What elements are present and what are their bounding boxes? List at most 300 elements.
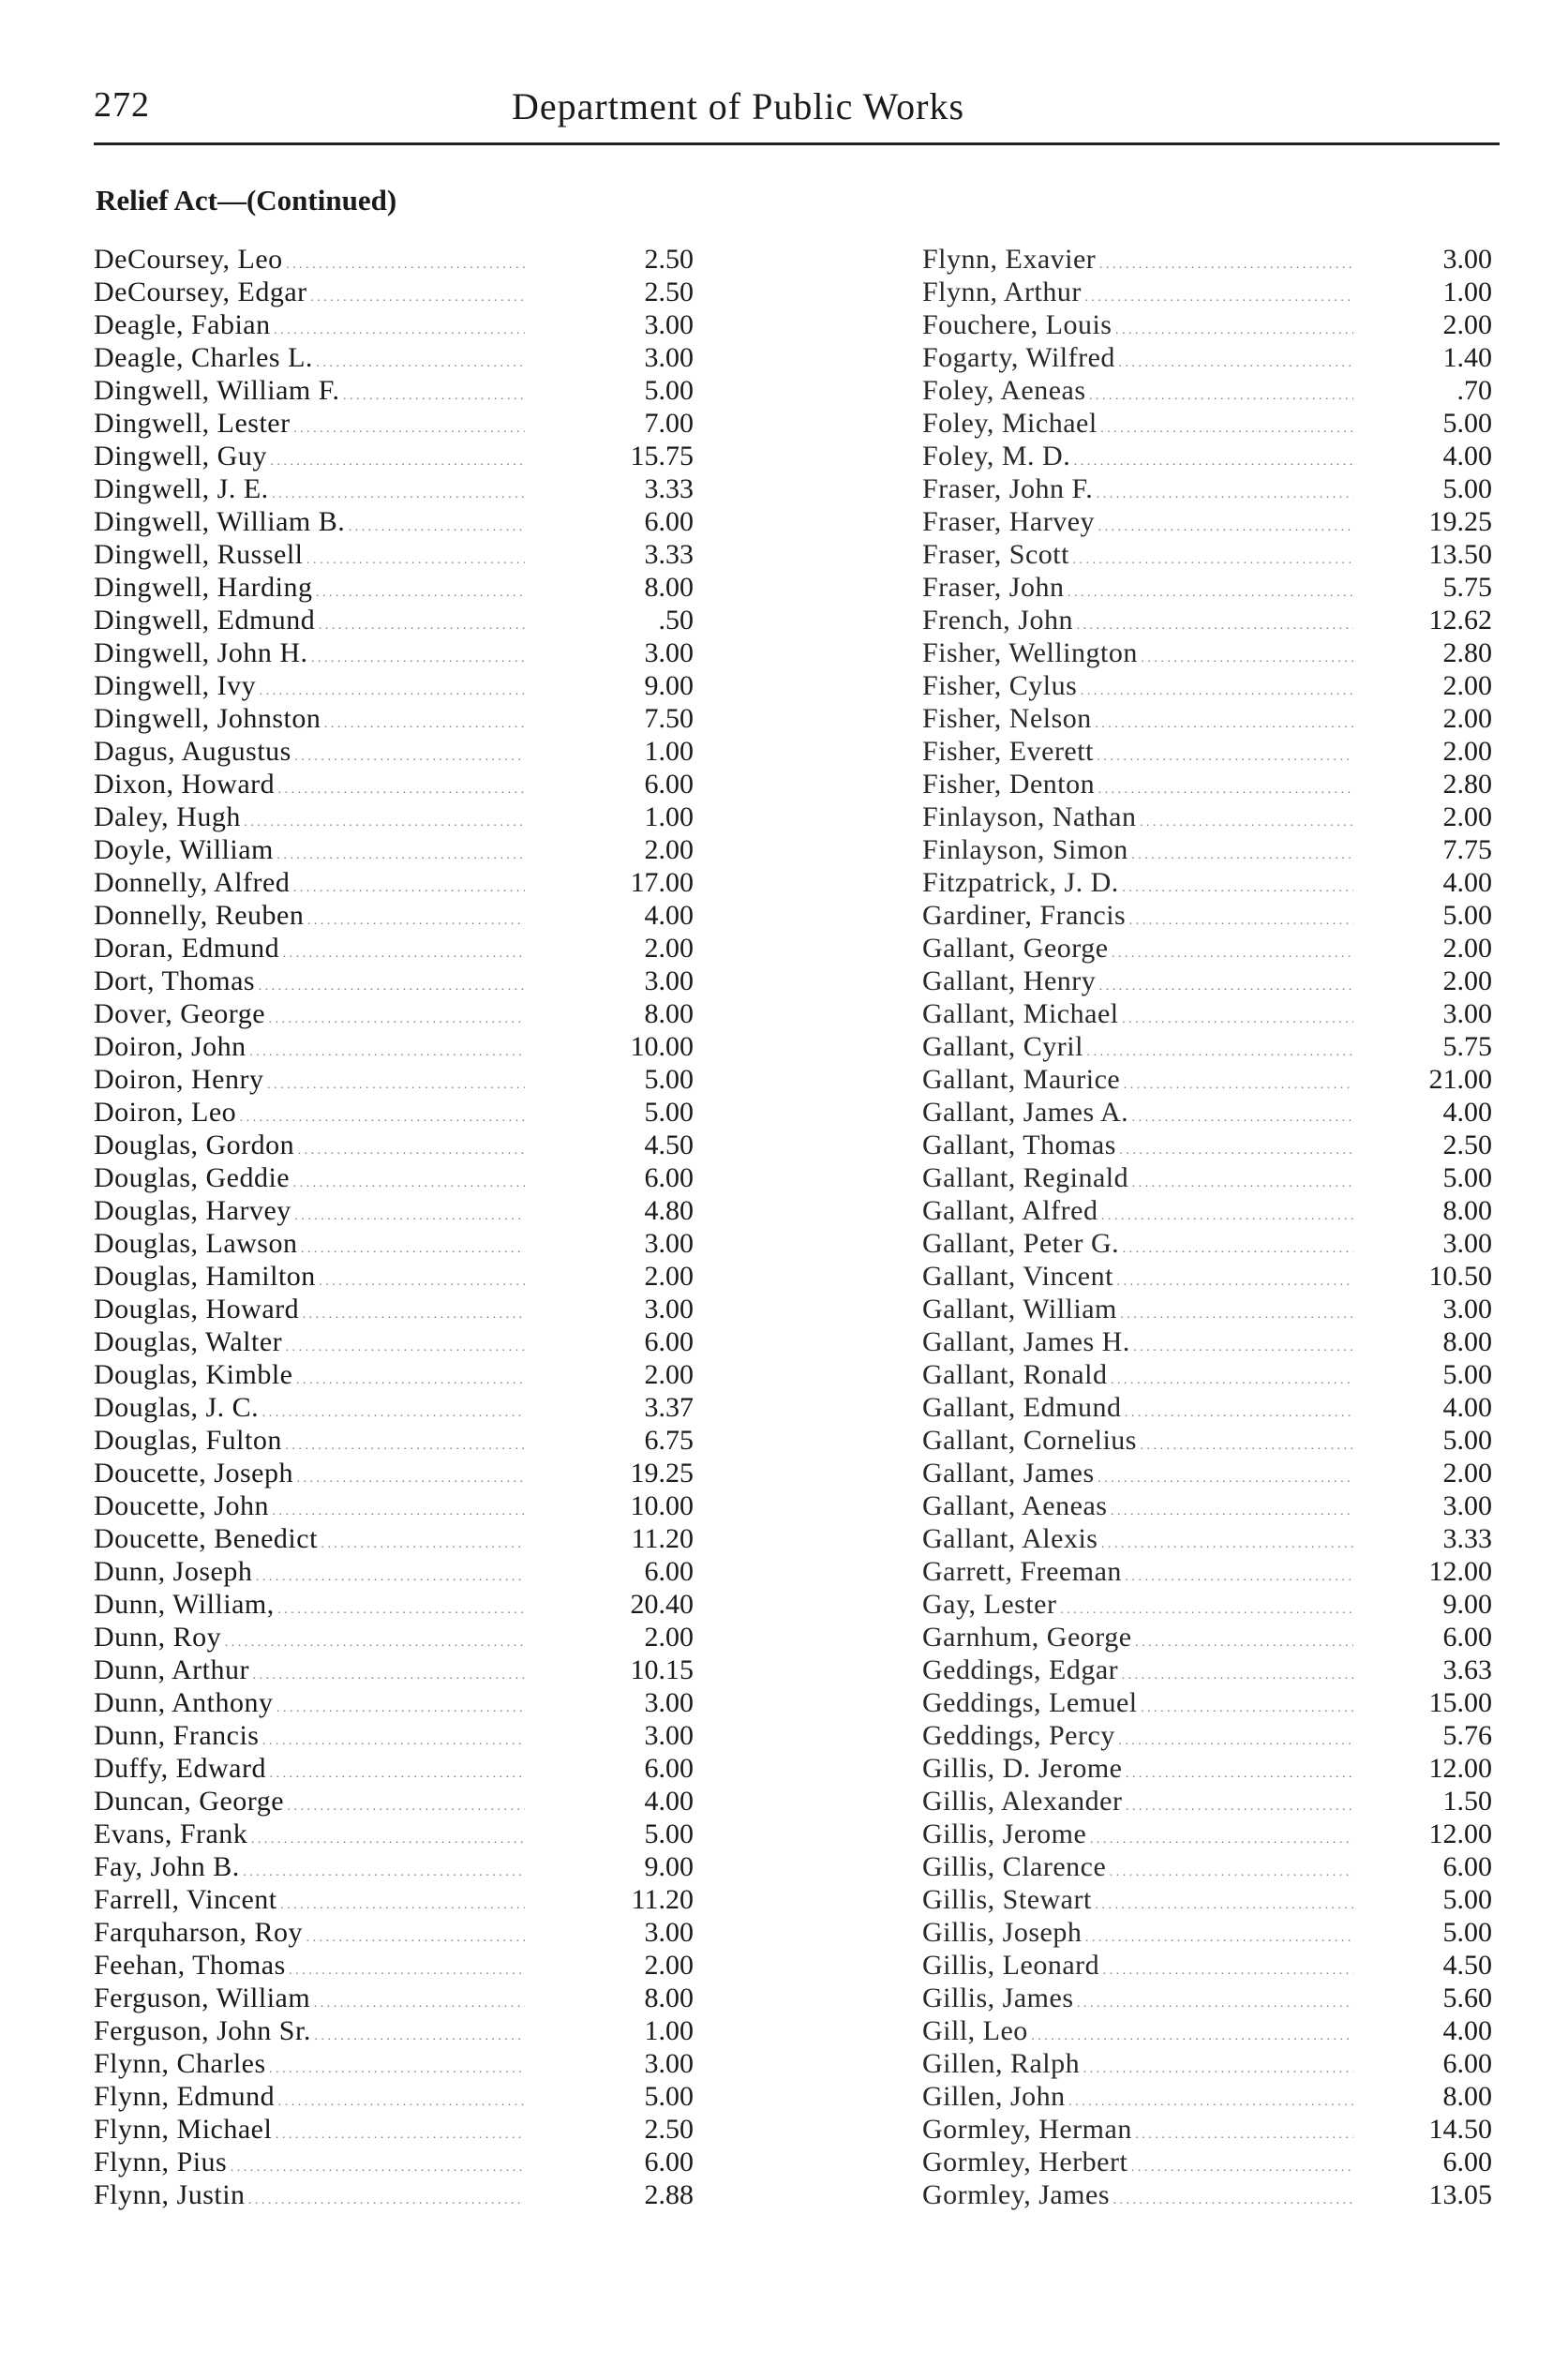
entry-amount: 12.00 [1428,1753,1492,1784]
entry-name: Fitzpatrick, J. D. . . . [922,866,1353,905]
entry-name: Gallant, Michael . . . [922,997,1353,1036]
list-item [922,2014,1503,2047]
entry-amount: 2.00 [1442,965,1492,996]
entry-name: Gallant, Cornelius . . . [922,1424,1353,1462]
entry-name: Flynn, Justin . . . [94,2178,525,2217]
list-item [94,2080,694,2113]
entry-amount: 1.50 [1442,1786,1492,1817]
entry-amount: 4.50 [644,1130,694,1160]
entry-name: Doucette, Benedict . . . [94,1522,525,1561]
entry-amount: 8.00 [1442,1326,1492,1357]
entry-name: Foley, Michael . . . [922,407,1353,445]
entry-name: Douglas, J. C. . . . [94,1391,525,1429]
list-item [922,1818,1503,1850]
list-item [94,866,694,899]
entry-name: Gill, Leo . . . [922,2014,1353,2053]
list-item [922,1227,1503,1260]
entry-name: Gillis, Stewart . . . [922,1883,1353,1922]
list-item [94,1063,694,1096]
entry-amount: 11.20 [631,1884,694,1915]
entry-amount: 2.00 [644,1261,694,1292]
list-item [94,1982,694,2014]
entry-name: Deagle, Charles L. . . . [94,341,525,380]
entry-amount: 3.63 [1442,1654,1492,1685]
entry-name: Dover, George . . . [94,997,525,1036]
section-heading: Relief Act—(Continued) [96,184,397,217]
entry-name: Gillis, Alexander . . . [922,1785,1353,1823]
entry-amount: 8.00 [1442,2081,1492,2112]
entry-amount: 6.00 [644,2147,694,2177]
list-item [94,768,694,800]
entry-name: Gallant, Alexis . . . [922,1522,1353,1561]
entry-name: Gallant, Maurice . . . [922,1063,1353,1101]
entry-name: Dunn, Roy . . . [94,1621,525,1659]
entry-amount: 5.75 [1442,572,1492,603]
list-item [94,800,694,833]
entry-amount: 9.00 [1442,1589,1492,1620]
entry-name: Fisher, Cylus . . . [922,669,1353,708]
list-item [94,1818,694,1850]
entry-amount: 5.00 [644,2081,694,2112]
list-item [922,472,1503,505]
entry-name: Douglas, Gordon . . . [94,1129,525,1167]
entry-name: Gallant, Aeneas . . . [922,1489,1353,1528]
list-item [922,1719,1503,1752]
list-item [94,1621,694,1653]
entry-amount: 2.00 [1442,309,1492,340]
list-item [94,2178,694,2211]
entry-name: Gallant, Thomas . . . [922,1129,1353,1167]
entry-amount: 8.00 [1442,1195,1492,1226]
entry-name: Ferguson, William . . . [94,1982,525,2020]
entry-amount: 2.00 [644,933,694,964]
list-item [94,932,694,965]
entry-name: Dunn, Anthony . . . [94,1686,525,1725]
entry-amount: 2.00 [644,1359,694,1390]
entry-name: Donnelly, Alfred . . . [94,866,525,905]
entry-name: Doiron, John . . . [94,1030,525,1069]
list-item [922,1752,1503,1785]
entry-name: Gallant, James H. . . . [922,1325,1353,1364]
entry-amount: 1.00 [644,801,694,832]
entry-amount: 4.80 [644,1195,694,1226]
list-item [922,1883,1503,1916]
list-item [922,669,1503,702]
list-item [922,2146,1503,2178]
list-item [922,1325,1503,1358]
entry-name: Dixon, Howard . . . [94,768,525,806]
entry-amount: 5.00 [644,1097,694,1128]
entry-amount: 7.75 [1442,834,1492,865]
entry-name: Dingwell, Edmund . . . [94,604,525,642]
entry-amount: 3.00 [1442,1228,1492,1259]
list-item [922,2080,1503,2113]
entry-name: Dingwell, Russell . . . [94,538,525,576]
entry-name: Daley, Hugh . . . [94,800,525,839]
list-item [922,1982,1503,2014]
entry-name: Gillis, James . . . [922,1982,1353,2020]
list-item [94,1424,694,1457]
entry-name: Farquharson, Roy . . . [94,1916,525,1954]
list-item [922,1850,1503,1883]
entry-name: Flynn, Michael . . . [94,2113,525,2151]
list-item [94,833,694,866]
list-item [94,965,694,997]
entry-name: Deagle, Fabian . . . [94,308,525,347]
entry-amount: 19.25 [1428,506,1492,537]
entry-amount: 3.00 [644,637,694,668]
entry-amount: 3.33 [644,473,694,504]
entry-name: Gallant, James A. . . . [922,1096,1353,1134]
entry-amount: 10.50 [1428,1261,1492,1292]
list-item [94,1129,694,1161]
entry-amount: 2.50 [1442,1130,1492,1160]
list-item [94,374,694,407]
list-item [94,997,694,1030]
entry-name: Flynn, Charles . . . [94,2047,525,2086]
list-item [94,2014,694,2047]
entry-name: Flynn, Exavier . . . [922,243,1353,281]
list-item [94,735,694,768]
list-item [922,243,1503,276]
list-item [922,604,1503,636]
entry-name: Dort, Thomas . . . [94,965,525,1003]
list-item [922,1916,1503,1949]
list-item [94,2146,694,2178]
entry-amount: 12.62 [1428,605,1492,636]
list-item [922,1621,1503,1653]
entry-name: Fouchere, Louis . . . [922,308,1353,347]
entry-amount: 6.00 [1442,1622,1492,1653]
list-item [94,1391,694,1424]
entry-amount: 3.00 [644,965,694,996]
list-item [922,1391,1503,1424]
entry-name: Flynn, Arthur . . . [922,276,1353,314]
entry-amount: 5.00 [1442,1162,1492,1193]
entry-name: Gallant, Ronald . . . [922,1358,1353,1397]
list-item [922,1358,1503,1391]
entry-name: Douglas, Lawson . . . [94,1227,525,1265]
entry-name: Flynn, Edmund . . . [94,2080,525,2118]
entry-name: Duncan, George . . . [94,1785,525,1823]
list-item [922,276,1503,308]
list-item [94,407,694,440]
list-item [922,899,1503,932]
entry-amount: 7.50 [644,703,694,734]
entry-name: Gallant, James . . . [922,1457,1353,1495]
list-item [94,1358,694,1391]
entry-amount: 5.00 [1442,1359,1492,1390]
entry-amount: 6.00 [644,1162,694,1193]
entry-name: Fisher, Nelson . . . [922,702,1353,741]
entry-name: Ferguson, John Sr. . . . [94,2014,525,2053]
entry-amount: 4.50 [1442,1950,1492,1981]
entry-amount: 5.00 [1442,1425,1492,1456]
entry-name: Dingwell, Lester . . . [94,407,525,445]
entry-name: Garnhum, George . . . [922,1621,1353,1659]
entry-amount: 4.00 [1442,1097,1492,1128]
list-item [922,1522,1503,1555]
entry-name: Gillis, Joseph . . . [922,1916,1353,1954]
entry-amount: 19.25 [630,1458,694,1489]
entry-name: Gardiner, Francis . . . [922,899,1353,937]
entry-name: Duffy, Edward . . . [94,1752,525,1790]
entry-amount: 3.00 [644,342,694,373]
entry-amount: 2.80 [1442,769,1492,800]
entry-name: Douglas, Walter . . . [94,1325,525,1364]
entry-name: Gillis, D. Jerome . . . [922,1752,1353,1790]
list-item [922,866,1503,899]
entry-amount: 2.00 [644,1622,694,1653]
list-item [922,1129,1503,1161]
entry-amount: 6.00 [644,1753,694,1784]
list-item [922,1096,1503,1129]
entry-amount: 15.00 [1428,1687,1492,1718]
entry-amount: 5.00 [1442,1884,1492,1915]
list-item [922,833,1503,866]
list-item [94,669,694,702]
entry-amount: 10.00 [630,1031,694,1062]
list-item [922,2178,1503,2211]
entry-amount: 20.40 [630,1589,694,1620]
entry-amount: 14.50 [1428,2114,1492,2145]
entry-name: Gormley, Herbert . . . [922,2146,1353,2184]
entry-name: Gallant, Vincent . . . [922,1260,1353,1298]
entry-amount: 2.80 [1442,637,1492,668]
list-item [922,1030,1503,1063]
list-item [922,800,1503,833]
entry-amount: 6.00 [644,506,694,537]
right-column-list [922,243,1503,2211]
list-item [94,702,694,735]
entry-name: Douglas, Hamilton . . . [94,1260,525,1298]
list-item [922,1293,1503,1325]
list-item [94,505,694,538]
entry-name: Farrell, Vincent . . . [94,1883,525,1922]
entry-amount: 2.50 [644,277,694,307]
entry-amount: 7.00 [644,408,694,439]
entry-name: Foley, M. D. . . . [922,440,1353,478]
list-item [922,1555,1503,1588]
entry-name: Gallant, Peter G. . . . [922,1227,1353,1265]
entry-name: Gallant, Alfred . . . [922,1194,1353,1233]
list-item [922,1063,1503,1096]
entry-name: Dingwell, Harding . . . [94,571,525,609]
entry-amount: 8.00 [644,1982,694,2013]
list-item [94,1522,694,1555]
entry-name: Gallant, Reginald . . . [922,1161,1353,1200]
entry-name: Doran, Edmund . . . [94,932,525,970]
entry-name: Finlayson, Simon . . . [922,833,1353,872]
entry-amount: 2.00 [1442,801,1492,832]
list-item [922,997,1503,1030]
entry-amount: 2.88 [644,2179,694,2210]
entry-amount: 6.00 [644,769,694,800]
entry-amount: 3.00 [644,1228,694,1259]
list-item [94,308,694,341]
list-item [94,1752,694,1785]
entry-name: Fisher, Everett . . . [922,735,1353,773]
entry-amount: 3.33 [644,539,694,570]
entry-name: Finlayson, Nathan . . . [922,800,1353,839]
entry-amount: 3.37 [644,1392,694,1423]
entry-name: Gallant, George . . . [922,932,1353,970]
entry-amount: 5.00 [644,375,694,406]
entry-name: Douglas, Howard . . . [94,1293,525,1331]
entry-amount: 2.50 [644,2114,694,2145]
entry-amount: 2.00 [1442,670,1492,701]
entry-amount: 1.00 [1442,277,1492,307]
entry-amount: 1.00 [644,2015,694,2046]
entry-name: Fraser, John F. . . . [922,472,1353,511]
list-item [922,1686,1503,1719]
entry-amount: 8.00 [644,572,694,603]
entry-amount: 6.00 [644,1326,694,1357]
entry-amount: 3.00 [644,1294,694,1324]
entry-amount: 2.00 [1442,933,1492,964]
list-item [94,604,694,636]
entry-amount: 17.00 [630,867,694,898]
list-item [922,1588,1503,1621]
entry-name: Gallant, Edmund . . . [922,1391,1353,1429]
entry-amount: 5.00 [1442,408,1492,439]
entry-amount: 10.00 [630,1490,694,1521]
list-item [922,571,1503,604]
entry-name: Douglas, Kimble . . . [94,1358,525,1397]
entry-amount: 5.76 [1442,1720,1492,1751]
entry-amount: 5.00 [1442,900,1492,931]
entry-name: Geddings, Percy . . . [922,1719,1353,1758]
list-item [94,571,694,604]
list-item [94,2113,694,2146]
entry-name: Evans, Frank . . . [94,1818,525,1856]
entry-name: Fraser, John . . . [922,571,1353,609]
list-item [922,636,1503,669]
entry-amount: 4.00 [1442,441,1492,471]
entry-name: French, John . . . [922,604,1353,642]
entry-amount: 9.00 [644,670,694,701]
entry-amount: 4.00 [644,1786,694,1817]
entry-name: Gormley, James . . . [922,2178,1353,2217]
entry-name: Feehan, Thomas . . . [94,1949,525,1987]
entry-amount: 3.00 [644,1917,694,1948]
entry-name: Gay, Lester . . . [922,1588,1353,1626]
list-item [922,932,1503,965]
entry-name: Donnelly, Reuben . . . [94,899,525,937]
entry-amount: 4.00 [644,900,694,931]
entry-name: DeCoursey, Leo . . . [94,243,525,281]
entry-amount: 5.00 [644,1818,694,1849]
entry-name: Dingwell, William F. . . . [94,374,525,412]
list-item [922,440,1503,472]
entry-amount: 12.00 [1428,1556,1492,1587]
entry-amount: 3.00 [1442,998,1492,1029]
list-item [94,1489,694,1522]
entry-amount: 8.00 [644,998,694,1029]
list-item [94,1785,694,1818]
list-item [94,1030,694,1063]
list-item [922,702,1503,735]
entry-amount: 3.33 [1442,1523,1492,1554]
entry-name: Gallant, Cyril . . . [922,1030,1353,1069]
list-item [922,374,1503,407]
entry-name: Douglas, Fulton . . . [94,1424,525,1462]
entry-name: Dingwell, J. E. . . . [94,472,525,511]
list-item [922,1260,1503,1293]
entry-amount: 3.00 [644,1687,694,1718]
entry-name: Fisher, Wellington . . . [922,636,1353,675]
list-item [94,1949,694,1982]
list-item [94,1916,694,1949]
list-item [94,440,694,472]
entry-amount: 2.00 [644,834,694,865]
entry-amount: .50 [658,605,694,636]
list-item [922,505,1503,538]
entry-amount: 5.00 [644,1064,694,1095]
entry-name: Dingwell, William B. . . . [94,505,525,544]
entry-name: Gillis, Leonard . . . [922,1949,1353,1987]
entry-name: Foley, Aeneas . . . [922,374,1353,412]
entry-name: Gillis, Clarence . . . [922,1850,1353,1889]
entry-amount: 10.15 [630,1654,694,1685]
list-item [922,2047,1503,2080]
entry-amount: 4.00 [1442,2015,1492,2046]
entry-name: Doiron, Henry . . . [94,1063,525,1101]
entry-amount: 13.05 [1428,2179,1492,2210]
entry-amount: 4.00 [1442,1392,1492,1423]
list-item [922,308,1503,341]
list-item [94,1096,694,1129]
entry-amount: 12.00 [1428,1818,1492,1849]
page-header [94,84,1500,141]
entry-amount: 21.00 [1428,1064,1492,1095]
list-item [922,768,1503,800]
entry-name: Douglas, Harvey . . . [94,1194,525,1233]
list-item [922,965,1503,997]
entry-amount: 3.00 [1442,1294,1492,1324]
entry-name: Gallant, Henry . . . [922,965,1353,1003]
list-item [94,1883,694,1916]
entry-amount: 11.20 [631,1523,694,1554]
entry-name: Fisher, Denton . . . [922,768,1353,806]
entry-amount: 13.50 [1428,539,1492,570]
list-item [922,1785,1503,1818]
list-item [922,538,1503,571]
list-item [94,1227,694,1260]
list-item [922,1161,1503,1194]
list-item [94,538,694,571]
entry-name: Fraser, Scott . . . [922,538,1353,576]
list-item [922,1949,1503,1982]
list-item [94,1293,694,1325]
entry-amount: 5.00 [1442,1917,1492,1948]
list-item [94,1719,694,1752]
entry-amount: 6.00 [1442,2147,1492,2177]
entry-name: Doyle, William . . . [94,833,525,872]
list-item [94,2047,694,2080]
list-item [94,1588,694,1621]
entry-name: Gallant, William . . . [922,1293,1353,1331]
list-item [94,1686,694,1719]
entry-name: Gillis, Jerome . . . [922,1818,1353,1856]
list-item [922,1489,1503,1522]
left-column-list [94,243,694,2211]
entry-amount: 2.00 [1442,1458,1492,1489]
entry-amount: 3.00 [644,1720,694,1751]
list-item [922,341,1503,374]
entry-amount: 6.00 [644,1556,694,1587]
entry-name: DeCoursey, Edgar . . . [94,276,525,314]
